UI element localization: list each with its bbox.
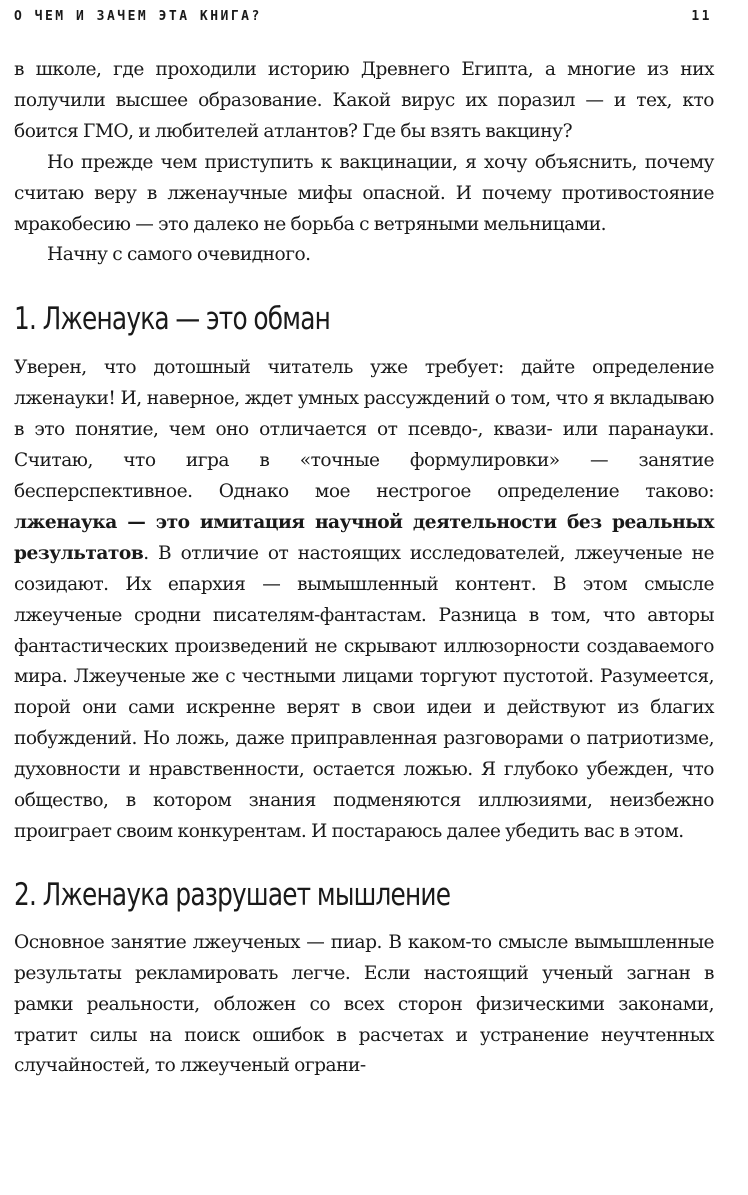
intro-paragraph-3: Начну с самого очевидного.	[47, 244, 311, 266]
section-1-heading: 1. Лженаука — это обман	[14, 301, 331, 338]
section-2-paragraph: Основное занятие лжеученых — пиар. В каком-то смысле вымышленные результаты рекламировать легче. Если настоящий ученый загнан в рамки реальности, обложен со всех сторон физическими законами, тратит силы на поиск ошибок в расчетах и устранение неучтенных случайностей, то лжеученый ограни-	[14, 931, 714, 1077]
definition-emphasis: лженаука — это имитация научной деятельности без реальных результатов	[14, 511, 714, 564]
section-2-heading: 2. Лженаука разрушает мышление	[14, 876, 451, 913]
running-title: О ЧЕМ И ЗАЧЕМ ЭТА КНИГА?	[14, 8, 262, 24]
page-number: 11	[691, 8, 712, 24]
section-1-paragraph	[14, 353, 714, 848]
intro-paragraph-2: Но прежде чем приступить к вакцинации, я хочу объяснить, почему считаю веру в лженаучные мифы опасной. И почему противостояние мракобесию — это далеко не борьба с ветряными мельницами.	[14, 151, 714, 235]
running-header	[14, 6, 712, 26]
section-1-text-after: . В отличие от настоящих исследователей, лжеученые не созидают. Их епархия — вымышленный контент. В этом смысле лжеученые сродни писателям-фантастам. Разница в том, что авторы фантастических произведений не скрывают иллюзорности создаваемого мира. Лжеученые же с честными лицами торгуют пустотой. Разумеется, порой они сами искренне верят в свои идеи и действуют из благих побуждений. Но ложь, даже приправленная разговорами о патриотизме, духовности и нравственности, остается ложью. Я глубоко убежден, что общество, в котором знания подменяются иллюзиями, неизбежно проиграет своим конкурентам. И постараюсь далее убедить вас в этом.	[14, 542, 714, 842]
page-body	[14, 55, 714, 1082]
intro-paragraph-1: в школе, где проходили историю Древнего Египта, а многие из них получили высшее образование. Какой вирус их поразил — и тех, кто боится ГМО, и любителей атлантов? Где бы взять вакцину?	[14, 59, 714, 142]
section-1-text-before: Уверен, что дотошный читатель уже требует: дайте определение лженауки! И, наверное, ждет умных рассуждений о том, что я вкладываю в это понятие, чем оно отличается от псевдо-, квази- или паранауки. Считаю, что игра в «точные формулировки» — занятие бесперспективное. Однако мое нестрогое определение таково:	[14, 357, 714, 502]
